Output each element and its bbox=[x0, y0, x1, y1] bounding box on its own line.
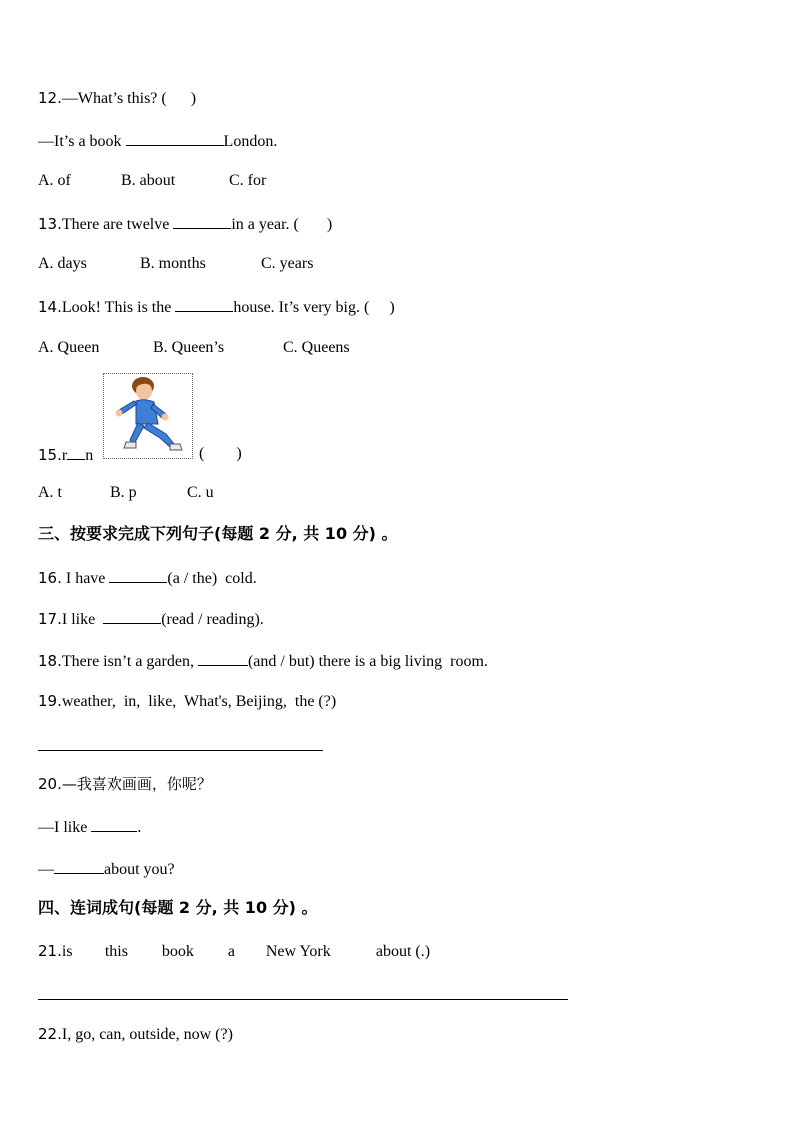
q20-line2 bbox=[38, 858, 175, 880]
option-c[interactable]: C. u bbox=[187, 484, 214, 501]
q17-text-after: (read / reading). bbox=[161, 611, 264, 628]
option-c[interactable]: C. Queens bbox=[283, 339, 350, 356]
q21-answer-line[interactable] bbox=[38, 999, 568, 1000]
q17-prompt bbox=[38, 608, 264, 630]
q20-prompt bbox=[38, 774, 212, 795]
q16-text-after: (a / the) cold. bbox=[167, 570, 257, 587]
question-number: 20. bbox=[38, 775, 62, 793]
q22-text: I, go, can, outside, now (?) bbox=[61, 1026, 233, 1043]
q12-answer bbox=[38, 130, 277, 152]
q20-line1 bbox=[38, 816, 141, 838]
option-a[interactable]: A. of bbox=[38, 172, 71, 189]
answer-blank[interactable] bbox=[175, 296, 233, 312]
q12-prompt bbox=[38, 88, 196, 109]
q15-word-start: r bbox=[61, 447, 68, 464]
q15-answer-paren: ( ) bbox=[199, 445, 242, 462]
q13-options bbox=[38, 254, 313, 274]
answer-blank[interactable] bbox=[173, 213, 231, 229]
answer-blank[interactable] bbox=[198, 650, 248, 666]
q21-word: this bbox=[104, 943, 128, 960]
q16-text-before: I have bbox=[61, 570, 110, 587]
q20-text: —我喜欢画画，你呢？ bbox=[61, 775, 212, 793]
q12-options bbox=[38, 171, 266, 191]
option-c[interactable]: C. for bbox=[229, 172, 267, 189]
question-number: 17. bbox=[38, 610, 62, 628]
question-number: 19. bbox=[38, 692, 62, 710]
question-number: 16. bbox=[38, 569, 62, 587]
q18-text-after: (and / but) there is a big living room. bbox=[247, 653, 488, 670]
q21-word: is bbox=[61, 943, 73, 960]
question-number: 13. bbox=[38, 215, 62, 233]
option-b[interactable]: B. months bbox=[140, 255, 206, 272]
option-a[interactable]: A. Queen bbox=[38, 339, 100, 356]
q20-line1-start: —I like bbox=[38, 819, 92, 836]
question-number: 21. bbox=[38, 942, 62, 960]
q12-text: —What’s this? ( ) bbox=[61, 90, 197, 107]
q12-answer-end: London. bbox=[223, 133, 278, 150]
q13-text-before: There are twelve bbox=[61, 216, 174, 233]
q18-prompt bbox=[38, 650, 488, 672]
question-number: 14. bbox=[38, 298, 62, 316]
q14-prompt bbox=[38, 296, 395, 318]
question-number: 15. bbox=[38, 446, 62, 464]
q14-text-before: Look! This is the bbox=[61, 299, 176, 316]
q15-word-end: n bbox=[85, 447, 94, 464]
answer-blank[interactable] bbox=[91, 816, 137, 832]
q19-answer-line[interactable] bbox=[38, 750, 323, 751]
q18-text-before: There isn’t a garden, bbox=[61, 653, 198, 670]
option-a[interactable]: A. t bbox=[38, 484, 62, 501]
answer-blank[interactable] bbox=[126, 130, 224, 146]
section-3-heading: 三、按要求完成下列句子(每题 2 分, 共 10 分) 。 bbox=[38, 524, 398, 543]
section-4-heading: 四、连词成句(每题 2 分, 共 10 分) 。 bbox=[38, 898, 318, 917]
q13-prompt bbox=[38, 213, 332, 235]
answer-blank[interactable] bbox=[67, 444, 85, 460]
answer-blank[interactable] bbox=[54, 858, 104, 874]
answer-blank[interactable] bbox=[109, 567, 167, 583]
q19-text: weather, in, like, What's, Beijing, the (?) bbox=[61, 693, 337, 710]
q19-prompt bbox=[38, 691, 336, 712]
q21-word: book bbox=[161, 943, 194, 960]
q17-text-before: I like bbox=[61, 611, 104, 628]
q15-options bbox=[38, 483, 214, 503]
q14-options bbox=[38, 338, 350, 358]
question-number: 22. bbox=[38, 1025, 62, 1043]
q20-line1-end: . bbox=[137, 819, 142, 836]
question-number: 18. bbox=[38, 652, 62, 670]
q20-line2-start: — bbox=[38, 861, 54, 878]
q21-word: a bbox=[227, 943, 235, 960]
q21-prompt bbox=[38, 941, 430, 962]
q16-prompt bbox=[38, 567, 257, 589]
option-b[interactable]: B. p bbox=[110, 484, 137, 501]
option-a[interactable]: A. days bbox=[38, 255, 87, 272]
q21-word: about (.) bbox=[375, 943, 431, 960]
q21-word: New York bbox=[265, 943, 331, 960]
q22-prompt bbox=[38, 1024, 233, 1045]
q13-text-after: in a year. ( ) bbox=[231, 216, 333, 233]
q12-answer-start: —It’s a book bbox=[38, 133, 126, 150]
answer-blank[interactable] bbox=[103, 608, 161, 624]
running-boy-picture bbox=[103, 373, 193, 459]
question-number: 12. bbox=[38, 89, 62, 107]
option-c[interactable]: C. years bbox=[261, 255, 314, 272]
q14-text-after: house. It’s very big. ( ) bbox=[233, 299, 395, 316]
option-b[interactable]: B. Queen’s bbox=[153, 339, 225, 356]
q20-line2-end: about you? bbox=[104, 861, 175, 878]
q15-prompt bbox=[38, 444, 93, 466]
option-b[interactable]: B. about bbox=[121, 172, 176, 189]
